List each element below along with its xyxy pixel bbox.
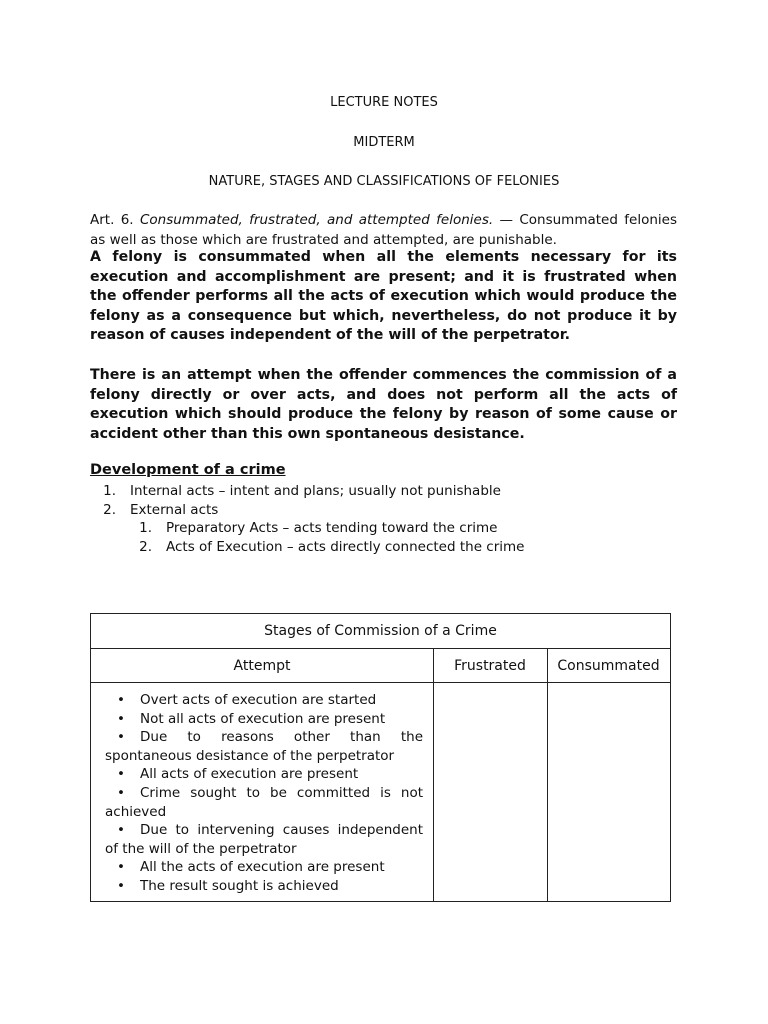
list-item: 1. Internal acts – intent and plans; usually not punishable — [103, 483, 501, 499]
external-acts-sublist — [126, 519, 524, 557]
list-item: • All acts of execution are present — [117, 766, 359, 783]
list-item: 1. Preparatory Acts – acts tending toward the crime — [139, 520, 498, 536]
list-item: • Overt acts of execution are started — [117, 692, 377, 708]
felony-definition-paragraph: A felony is consummated when all the elements necessary for its execution and accomplishment are present; and it is frustrated when the offender performs all the acts of execution which would produce the felony as a consequence but which, nevertheless, do not produce it by reason of causes independent of the will of the perpetrator. — [90, 249, 677, 343]
column-divider — [433, 649, 434, 901]
attempt-points-list — [105, 691, 423, 896]
doc-title: NATURE, STAGES AND CLASSIFICATIONS OF FELONIES — [208, 174, 560, 189]
attempt-definition-paragraph: There is an attempt when the offender commences the commission of a felony directly or over acts, and does not perform all the acts of execution which should produce the felony by reason of some cause or accident other than this own spontaneous desistance. — [90, 367, 677, 442]
article-6-paragraph — [90, 210, 677, 250]
article-text: — Consummated felonies as well as those which are frustrated and attempted, are punishable. — [90, 212, 677, 248]
column-header-consummated: Consummated — [547, 649, 670, 683]
doc-label-lecture-notes: LECTURE NOTES — [330, 95, 438, 110]
article-prefix: Art. 6. — [90, 212, 134, 228]
list-item: • Not all acts of execution are present — [117, 710, 386, 727]
development-list — [90, 482, 501, 520]
doc-label-midterm: MIDTERM — [353, 135, 415, 150]
list-item: • Due to intervening causes independent of the will of the perpetrator — [105, 822, 423, 857]
list-item: 2. External acts — [103, 502, 219, 518]
column-header-frustrated: Frustrated — [433, 649, 547, 683]
list-item: 2. Acts of Execution – acts directly connected the crime — [139, 539, 525, 555]
column-divider — [547, 649, 548, 901]
list-item: • Due to reasons other than the spontaneous desistance of the perpetrator — [105, 729, 423, 764]
list-item: • The result sought is achieved — [117, 877, 339, 894]
article-title: Consummated, frustrated, and attempted felonies. — [139, 212, 494, 228]
stages-table — [90, 613, 671, 902]
list-item: • All the acts of execution are present — [117, 859, 385, 876]
list-item: • Crime sought to be committed is not achieved — [105, 784, 423, 820]
table-title: Stages of Commission of a Crime — [91, 614, 670, 649]
development-heading: Development of a crime — [90, 462, 286, 478]
column-header-attempt: Attempt — [91, 649, 433, 683]
